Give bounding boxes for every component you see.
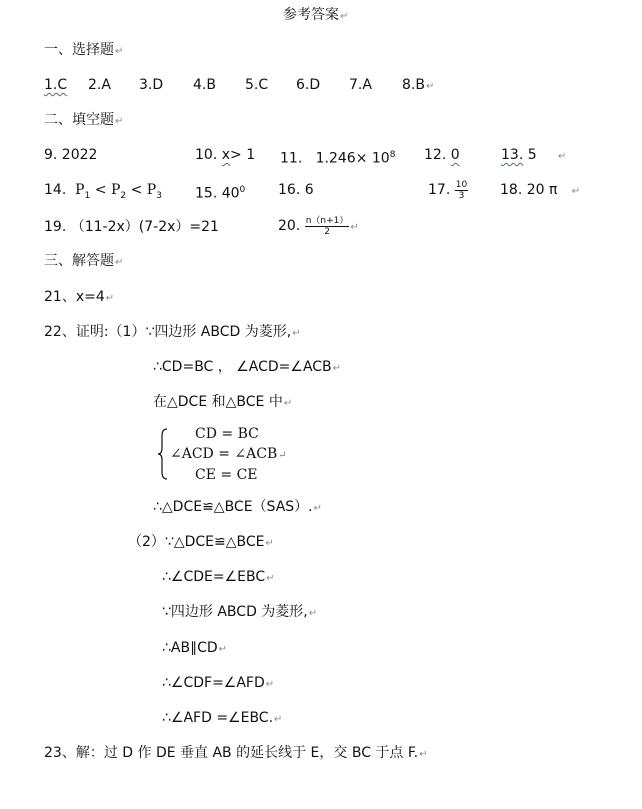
fraction-20: $\frac{n(n+1)}{2}$ [305, 215, 349, 237]
fill-answer-12: 12. 0 [424, 147, 460, 163]
section-heading-choice: 一、选择题↵ [44, 42, 124, 58]
choice-answer-3: 3.D [139, 77, 164, 93]
fill-answer-16: 16. 6 [278, 182, 314, 198]
proof-22-line-8: ∴AB∥CD↵ [162, 640, 228, 656]
section-heading-fill: 二、填空题↵ [44, 112, 124, 128]
fill-answer-17: 17. $\frac{10}{3}$ [428, 179, 468, 201]
fraction-17: $\frac{10}{3}$ [455, 179, 468, 201]
proof-22-line-9: ∴∠CDF=∠AFD↵ [162, 675, 275, 691]
proof-22-line-4: ∴△DCE≌△BCE（SAS）.↵ [153, 499, 323, 515]
fill-answer-18: 18. 20 π ↵ [500, 182, 581, 198]
proof-22-line-10: ∴∠AFD =∠EBC.↵ [162, 710, 283, 726]
paragraph-mark: ↵ [558, 151, 567, 162]
choice-answer-7: 7.A [349, 77, 372, 93]
choice-answer-1: 1.C [44, 77, 68, 93]
system-eq-3: CE = CE [195, 467, 258, 483]
fill-answer-19: 19. （11-2x）(7-2x）=21 [44, 219, 219, 235]
page-title: 参考答案↵ [283, 7, 349, 23]
fill-answer-13: 13. 5 [501, 147, 537, 163]
choice-answer-5: 5.C [245, 77, 269, 93]
proof-22-line-6: ∴∠CDE=∠EBC↵ [162, 569, 275, 585]
choice-answer-6: 6.D [296, 77, 321, 93]
fill-answer-14: 14. $P_1 < P_2 < P_3$ [44, 182, 162, 201]
proof-22-line-3: 在△DCE 和△BCE 中↵ [153, 394, 293, 410]
proof-22-line-7: ∵四边形 ABCD 为菱形,↵ [162, 604, 318, 620]
proof-22-line-1: 22、证明:（1）∵四边形 ABCD 为菱形,↵ [44, 324, 301, 340]
choice-answer-2: 2.A [88, 77, 111, 93]
fill-answer-10: 10. x> 1 [195, 147, 256, 163]
system-eq-1: CD = BC [195, 426, 259, 442]
fill-answer-20: 20. $\frac{n(n+1)}{2}$ ↵ [278, 215, 359, 237]
choice-answer-8: 8.B↵ [402, 77, 435, 93]
solve-answer-21: 21、x=4↵ [44, 289, 115, 305]
proof-22-line-5: （2）∵△DCE≌△BCE↵ [128, 534, 274, 550]
proof-22-line-2: ∴CD=BC ， ∠ACD=∠ACB↵ [153, 359, 342, 375]
left-brace-icon [157, 428, 169, 480]
fill-answer-15: 15. $40^0$ [195, 185, 246, 202]
fill-answer-9: 9. 2022 [44, 147, 98, 163]
solve-answer-23: 23、解：过 D 作 DE 垂直 AB 的延长线于 E，交 BC 于点 F.↵ [44, 745, 428, 761]
system-eq-2: ∠ACD = ∠ACB↵ [170, 446, 287, 462]
section-heading-solve: 三、解答题↵ [44, 253, 124, 269]
choice-answer-4: 4.B [193, 77, 216, 93]
fill-answer-11: 11. $1.246\times 10^8$ [280, 150, 396, 167]
